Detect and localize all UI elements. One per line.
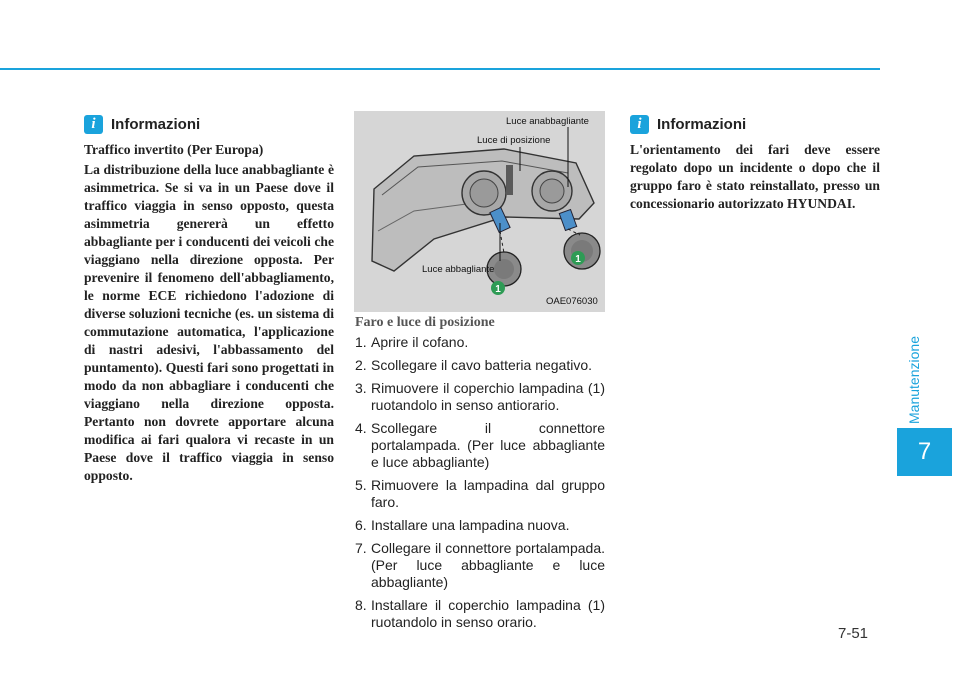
header-rule — [0, 68, 880, 70]
step-item: 5. Rimuovere la lampadina dal gruppo faro. — [355, 477, 605, 510]
label-low-beam: Luce anabbagliante — [506, 116, 589, 127]
chapter-side-label: Manutenzione — [906, 336, 922, 424]
step-item: 4. Scollegare il connettore portalampada. (Per luce abbagliante e luce abbagliante) — [355, 420, 605, 470]
step-item: 3. Rimuovere il coperchio lampadina (1) ruotandolo in senso antiorario. — [355, 380, 605, 413]
figure-code: OAE076030 — [546, 296, 598, 307]
section-title: Faro e luce di posizione — [355, 315, 495, 330]
callout-1: 1 — [575, 254, 581, 265]
step-item: 2. Scollegare il cavo batteria negativo. — [355, 357, 593, 373]
info-heading-left — [84, 115, 200, 134]
info-body: L'orientamento dei fari deve essere regolato dopo un incidente o dopo che il gruppo faro è stato reinstallato, presso un concessionario autorizzato HYUNDAI. — [630, 142, 880, 211]
page-number: 7-51 — [838, 625, 869, 642]
info-body: La distribuzione della luce anabbagliante è asimmetrica. Se si va in un Paese dove il traffico viaggia in senso opposto, questa asimmetria genererà un effetto abbagliante per i conducenti dei veicoli che viaggiano nella direzione opposta. Per prevenire il fenomeno dell'abbagliamento, le norme ECE richiedono l'adozione di diverse soluzioni tecniche (es. un sistema di commutazione automatica, l'applicazione di nastri adesivi, l'abbassamento del puntamento). Questi fari sono progettati in modo da non abbagliare i conducenti che viaggiano nella direzione opposta. Pertanto non dovrete apportare alcuna modifica ai fari qualora vi recaste in un Paese dove il traffico viaggia in senso opposto. — [84, 162, 334, 483]
info-text-left — [84, 141, 334, 485]
callout-1: 1 — [495, 284, 501, 295]
info-icon: i — [84, 115, 103, 134]
procedure-steps — [355, 334, 605, 637]
step-item: 8. Installare il coperchio lampadina (1) ruotandolo in senso orario. — [355, 597, 605, 630]
info-title: Informazioni — [111, 116, 201, 133]
label-high-beam: Luce abbagliante — [422, 264, 495, 275]
step-item: 1. Aprire il cofano. — [355, 334, 469, 350]
info-icon: i — [630, 115, 649, 134]
info-subtitle: Traffico invertito (Per Europa) — [84, 142, 264, 157]
chapter-tab[interactable]: 7 — [897, 428, 952, 476]
label-position-light: Luce di posizione — [477, 135, 551, 146]
info-title: Informazioni — [657, 116, 747, 133]
step-item: 6. Installare una lampadina nuova. — [355, 517, 570, 533]
info-text-right — [630, 141, 880, 213]
step-item: 7. Collegare il connettore portalampada. (Per luce abbagliante e luce abbagliante) — [355, 540, 605, 590]
headlight-figure — [354, 111, 605, 312]
info-heading-right — [630, 115, 746, 134]
